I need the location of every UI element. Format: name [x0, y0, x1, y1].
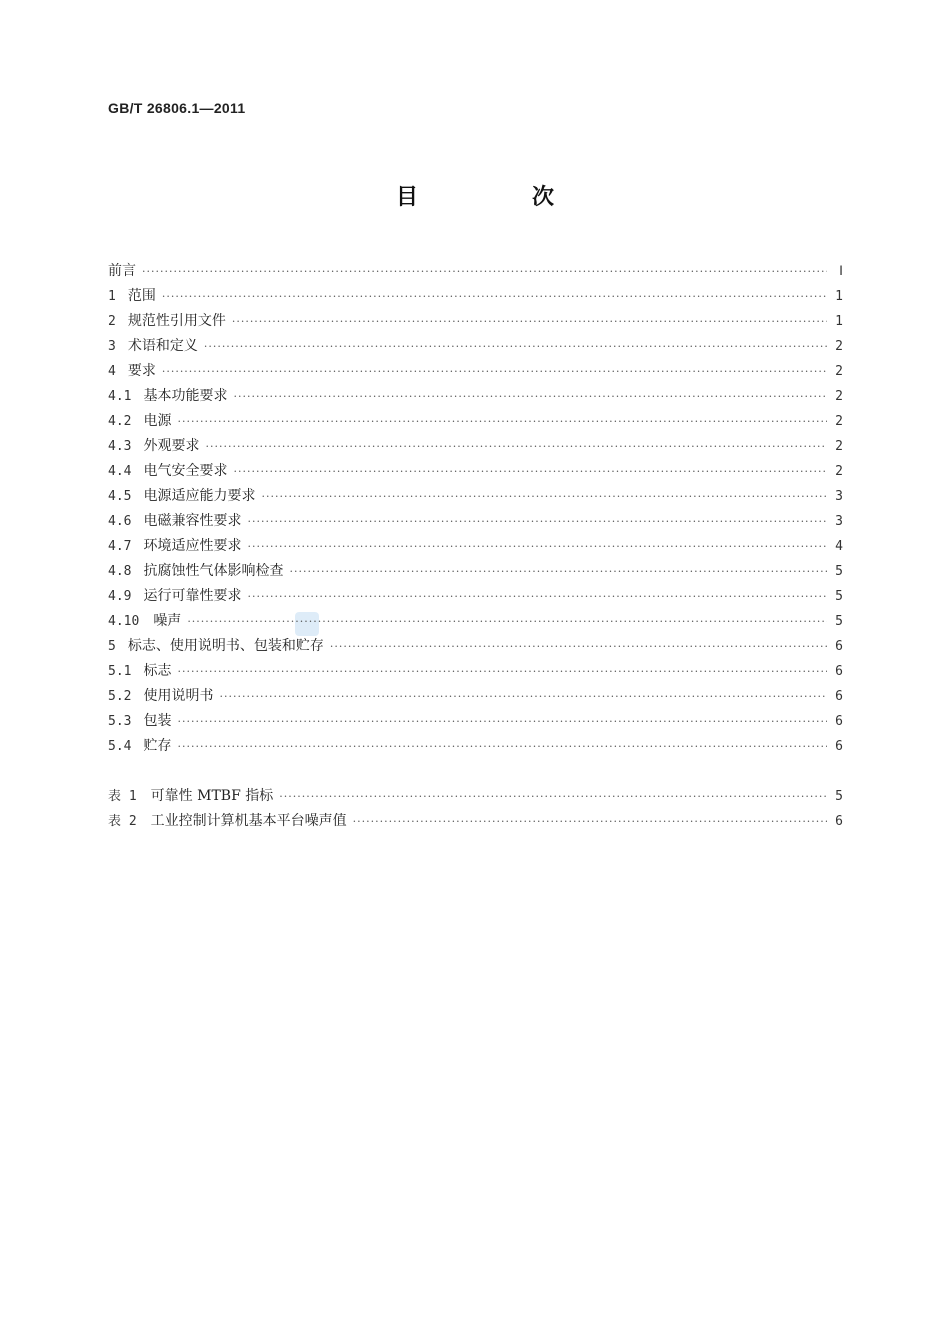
toc-entry-number: 4.9	[108, 589, 132, 604]
toc-entry-number: 4.4	[108, 464, 132, 479]
toc-entry-number: 4.8	[108, 564, 132, 579]
toc-entry-number: 4.7	[108, 539, 132, 554]
toc-entry-label: 规范性引用文件	[127, 313, 226, 329]
document-code: GB/T 26806.1—2011	[108, 100, 246, 116]
toc-leader-dots	[142, 259, 827, 284]
toc-entry-number: 1	[108, 289, 116, 304]
toc-entry-page: 6	[835, 714, 843, 729]
toc-entry-number: 4.3	[108, 439, 132, 454]
toc-entry-number: 4	[108, 364, 116, 379]
toc-entry-page: 5	[835, 614, 843, 629]
toc-leader-dots	[204, 334, 827, 359]
toc-entry-label: 电源适应能力要求	[143, 488, 256, 504]
toc-entry-label: 抗腐蚀性气体影响检查	[143, 563, 284, 579]
toc-entry-page: 5	[835, 589, 843, 604]
toc-leader-dots	[233, 459, 827, 484]
toc-entry[interactable]	[108, 484, 843, 509]
toc-leader-dots	[177, 734, 827, 759]
toc-entry-number: 4.1	[108, 389, 132, 404]
toc-entry-page: 6	[835, 639, 843, 654]
toc-entry-number: 4.5	[108, 489, 132, 504]
toc-leader-dots	[177, 409, 827, 434]
toc-entry-number: 表 1	[108, 789, 137, 804]
toc-entry-label: 要求	[127, 363, 156, 379]
toc-entry[interactable]	[108, 609, 843, 634]
toc-entry[interactable]	[108, 534, 843, 559]
toc-entry-page: 4	[835, 539, 843, 554]
toc-entry-page: 3	[835, 514, 843, 529]
toc-leader-dots	[177, 709, 827, 734]
toc-title: 目 次	[395, 185, 600, 210]
toc-entry-page: Ⅰ	[839, 264, 843, 279]
toc-entry-page: 6	[835, 664, 843, 679]
toc-entry[interactable]	[108, 734, 843, 759]
toc-leader-dots	[219, 684, 827, 709]
toc-entry-label: 电源	[143, 413, 172, 429]
toc-entry-page: 2	[835, 464, 843, 479]
toc-entry[interactable]	[108, 459, 843, 484]
toc-entry-number: 4.2	[108, 414, 132, 429]
toc-entry-label: 使用说明书	[143, 688, 214, 704]
toc-entry-label: 包装	[143, 713, 172, 729]
toc-entry-label: 外观要求	[143, 438, 200, 454]
toc-table-entry[interactable]	[108, 784, 843, 809]
toc-entry-number: 5	[108, 639, 116, 654]
toc-entry[interactable]	[108, 359, 843, 384]
toc-entry-number: 4.6	[108, 514, 132, 529]
table-of-contents	[108, 259, 843, 834]
toc-leader-dots	[353, 809, 827, 834]
toc-entry[interactable]	[108, 634, 843, 659]
toc-entry-label: 环境适应性要求	[143, 538, 242, 554]
toc-entry-label: 噪声	[153, 613, 182, 629]
toc-entry-page: 1	[835, 314, 843, 329]
toc-entry-number: 5.4	[108, 739, 132, 754]
toc-entry[interactable]	[108, 559, 843, 584]
toc-entry-label: 范围	[127, 288, 156, 304]
toc-entry-page: 2	[835, 439, 843, 454]
toc-entry[interactable]	[108, 709, 843, 734]
toc-leader-dots	[247, 534, 827, 559]
toc-entry-number: 4.10	[108, 614, 140, 629]
toc-entry[interactable]	[108, 659, 843, 684]
toc-section-gap	[108, 759, 843, 784]
toc-leader-dots	[233, 384, 827, 409]
toc-entry-page: 3	[835, 489, 843, 504]
toc-entry-label: 电磁兼容性要求	[143, 513, 242, 529]
toc-entry-page: 5	[835, 564, 843, 579]
toc-leader-dots	[162, 359, 827, 384]
toc-entry[interactable]	[108, 334, 843, 359]
toc-entry-label: 可靠性 MTBF 指标	[150, 788, 274, 804]
toc-entry[interactable]	[108, 284, 843, 309]
toc-entry-number: 表 2	[108, 814, 137, 829]
toc-leader-dots	[261, 484, 827, 509]
toc-entry-label: 基本功能要求	[143, 388, 228, 404]
toc-leader-dots	[247, 509, 827, 534]
toc-entry[interactable]	[108, 309, 843, 334]
toc-leader-dots	[289, 559, 827, 584]
toc-entry-number: 5.1	[108, 664, 132, 679]
toc-entry-page: 6	[835, 739, 843, 754]
toc-entry-page: 6	[835, 814, 843, 829]
toc-entry[interactable]	[108, 509, 843, 534]
toc-entry-number: 5.3	[108, 714, 132, 729]
toc-entry-page: 5	[835, 789, 843, 804]
toc-entry-label: 运行可靠性要求	[143, 588, 242, 604]
toc-entry[interactable]	[108, 259, 843, 284]
toc-entry[interactable]	[108, 584, 843, 609]
toc-entry-page: 2	[835, 414, 843, 429]
toc-entry-page: 2	[835, 339, 843, 354]
toc-entry-label: 工业控制计算机基本平台噪声值	[150, 813, 347, 829]
toc-entry-number: 2	[108, 314, 116, 329]
toc-entry-label: 电气安全要求	[143, 463, 228, 479]
toc-entry-page: 2	[835, 389, 843, 404]
toc-entry-page: 2	[835, 364, 843, 379]
toc-entry-label: 标志	[143, 663, 172, 679]
toc-table-entry[interactable]	[108, 809, 843, 834]
toc-leader-dots	[162, 284, 827, 309]
toc-leader-dots	[247, 584, 827, 609]
toc-entry[interactable]	[108, 409, 843, 434]
toc-entry-label: 前言	[108, 263, 136, 279]
toc-entry-page: 6	[835, 689, 843, 704]
toc-entry[interactable]	[108, 384, 843, 409]
toc-entry[interactable]	[108, 434, 843, 459]
toc-leader-dots	[177, 659, 827, 684]
toc-entry-number: 5.2	[108, 689, 132, 704]
toc-leader-dots	[279, 784, 827, 809]
toc-entry-page: 1	[835, 289, 843, 304]
toc-entry-label: 术语和定义	[127, 338, 198, 354]
toc-entry-label: 标志、使用说明书、包装和贮存	[127, 638, 324, 654]
toc-leader-dots	[205, 434, 827, 459]
toc-leader-dots	[330, 634, 827, 659]
toc-leader-dots	[187, 609, 827, 634]
toc-leader-dots	[232, 309, 827, 334]
toc-entry-number: 3	[108, 339, 116, 354]
toc-entry[interactable]	[108, 684, 843, 709]
toc-entry-label: 贮存	[143, 738, 172, 754]
